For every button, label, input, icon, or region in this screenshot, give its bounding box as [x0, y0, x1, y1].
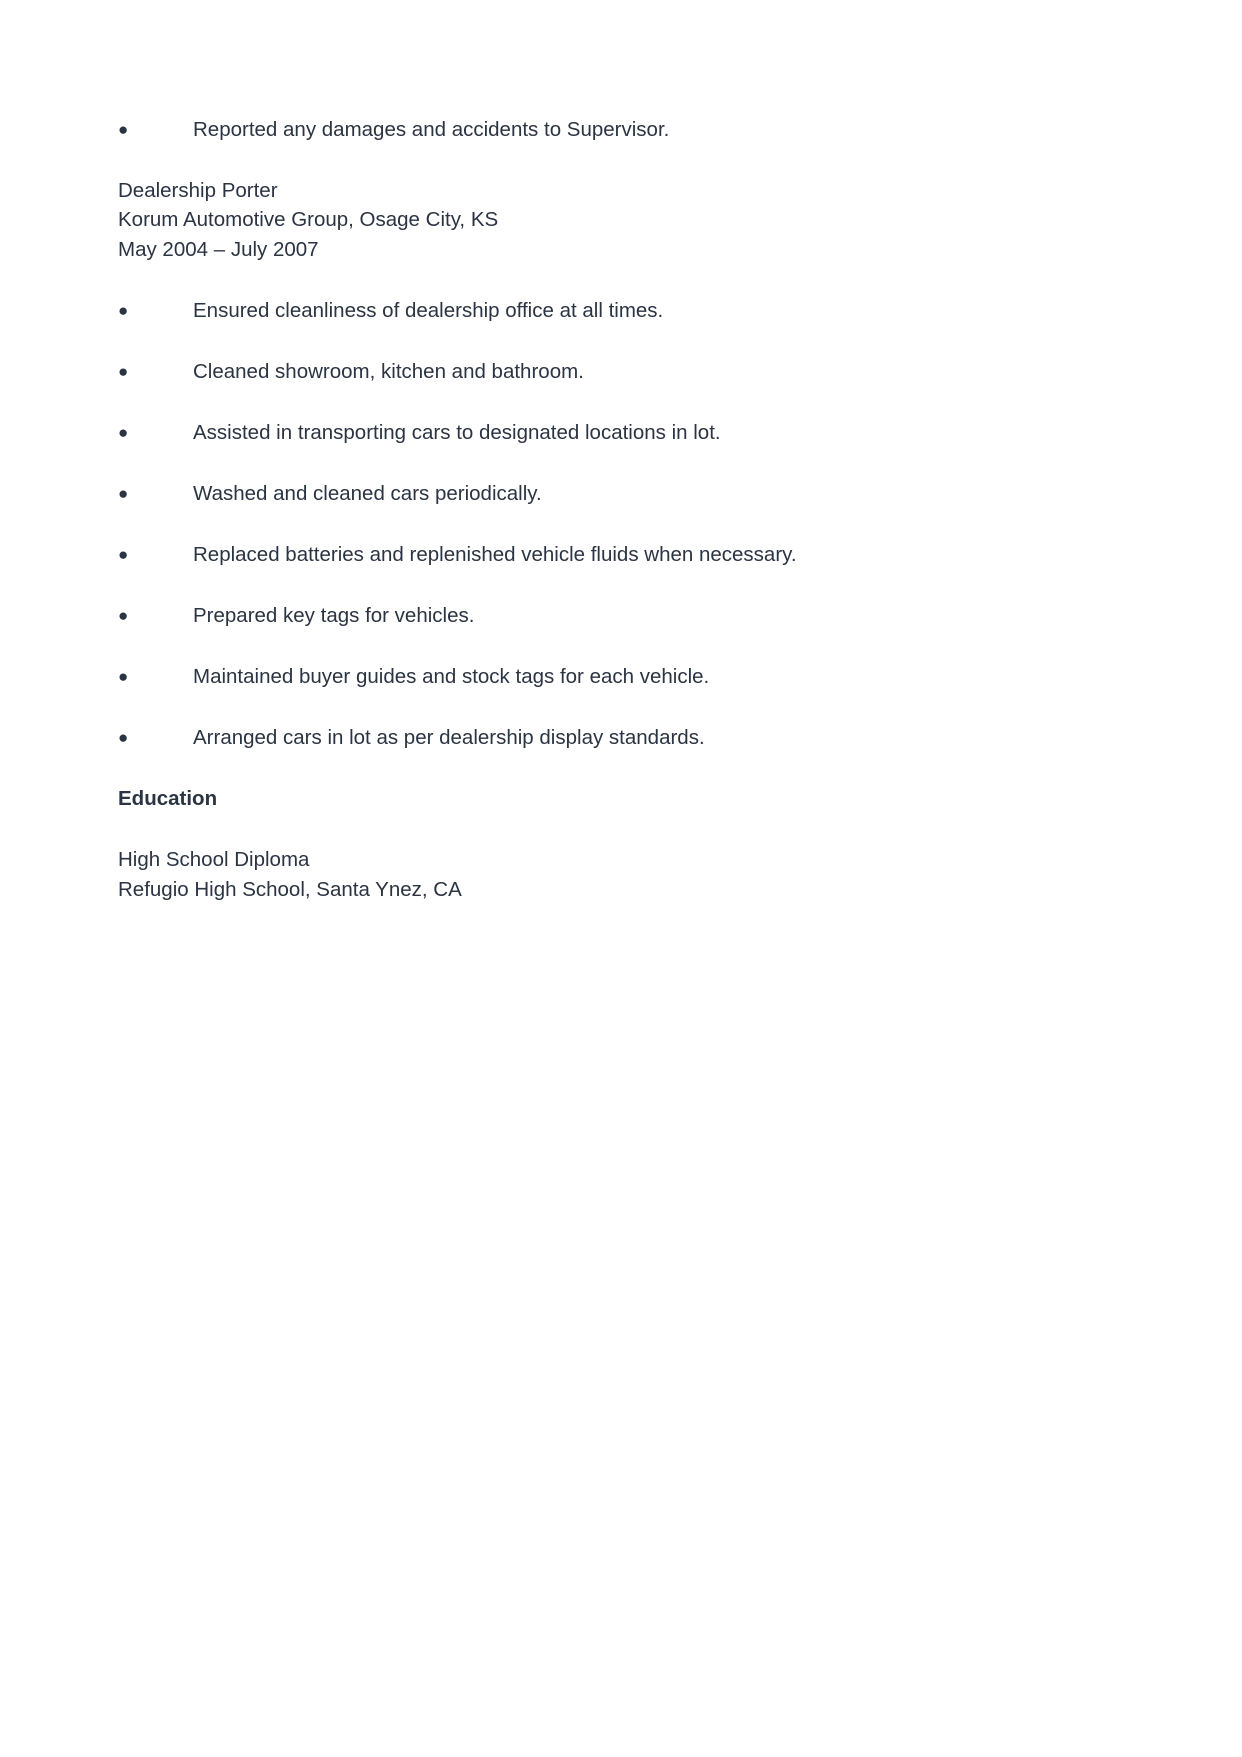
bullet-text: Ensured cleanliness of dealership office at all times.	[193, 299, 664, 322]
bullet-icon: ●	[118, 120, 129, 139]
bullet-text: Washed and cleaned cars periodically.	[193, 482, 542, 505]
bullet-icon: ●	[118, 423, 129, 442]
bullet-icon: ●	[118, 301, 129, 320]
section-heading-education: Education	[118, 787, 218, 810]
job-dates: May 2004 – July 2007	[118, 238, 319, 261]
bullet-icon: ●	[118, 484, 129, 503]
bullet-icon: ●	[118, 545, 129, 564]
bullet-text: Assisted in transporting cars to designated locations in lot.	[193, 421, 721, 444]
bullet-text: Prepared key tags for vehicles.	[193, 604, 475, 627]
job-company: Korum Automotive Group, Osage City, KS	[118, 208, 499, 231]
job-title: Dealership Porter	[118, 179, 278, 202]
bullet-icon: ●	[118, 362, 129, 381]
education-school: Refugio High School, Santa Ynez, CA	[118, 878, 462, 901]
bullet-icon: ●	[118, 728, 129, 747]
bullet-text: Arranged cars in lot as per dealership display standards.	[193, 726, 705, 749]
bullet-icon: ●	[118, 667, 129, 686]
bullet-text: Replaced batteries and replenished vehicle fluids when necessary.	[193, 543, 797, 566]
bullet-icon: ●	[118, 606, 129, 625]
bullet-text: Reported any damages and accidents to Supervisor.	[193, 118, 670, 141]
bullet-text: Maintained buyer guides and stock tags for each vehicle.	[193, 665, 710, 688]
bullet-text: Cleaned showroom, kitchen and bathroom.	[193, 360, 584, 383]
education-degree: High School Diploma	[118, 848, 310, 871]
